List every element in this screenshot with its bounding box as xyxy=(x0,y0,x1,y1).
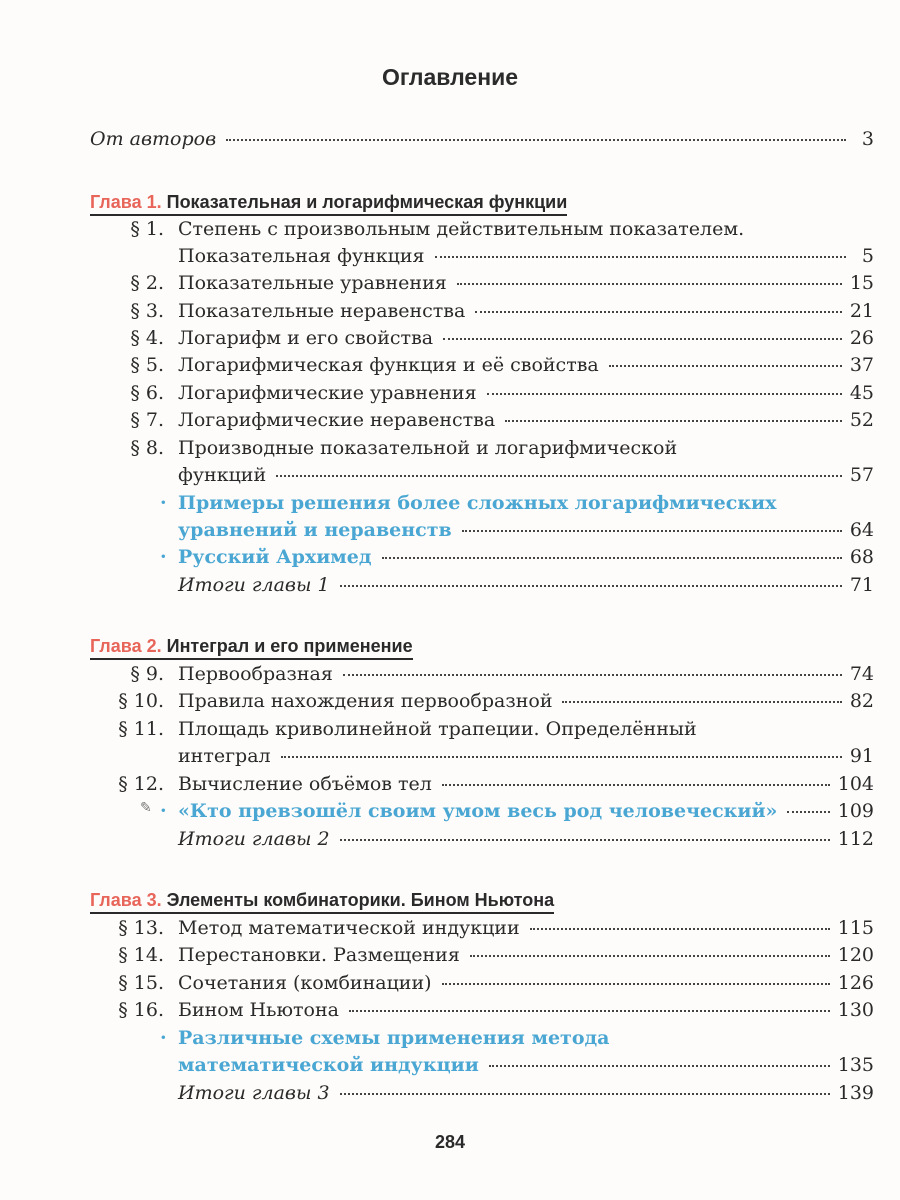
dot-leader xyxy=(276,474,842,477)
section-number: § 13. xyxy=(118,917,164,939)
toc-entry-s13[interactable] xyxy=(178,915,874,941)
entry-page: 26 xyxy=(849,327,874,349)
section-number: § 16. xyxy=(118,999,164,1021)
entry-page: 21 xyxy=(849,300,874,322)
dot-leader xyxy=(442,982,830,985)
entry-page: 15 xyxy=(849,272,874,294)
entry-page: 104 xyxy=(837,773,874,795)
toc-entry-s15[interactable] xyxy=(178,970,874,996)
entry-text: Логарифмические уравнения xyxy=(178,382,477,404)
toc-entry-s1[interactable] xyxy=(178,243,874,269)
toc-entry-s8[interactable] xyxy=(178,462,874,488)
section-number: § 12. xyxy=(118,773,164,795)
section-number: § 9. xyxy=(130,663,164,685)
entry-text: Вычисление объёмов тел xyxy=(178,773,432,795)
toc-entry-s12[interactable] xyxy=(178,771,874,797)
toc-entry-x4[interactable] xyxy=(178,1052,874,1078)
section-number: § 5. xyxy=(130,354,164,376)
entry-text: Первообразная xyxy=(178,663,333,685)
entry-page: 115 xyxy=(837,917,874,939)
entry-text: «Кто превзошёл своим умом весь род человеческий» xyxy=(178,800,778,822)
dot-leader xyxy=(226,138,846,141)
bullet-icon: · xyxy=(160,1027,167,1049)
toc-entry-s5[interactable] xyxy=(178,352,874,378)
chapter-label: Глава 2. xyxy=(90,636,162,656)
toc-entry-s2[interactable] xyxy=(178,270,874,296)
dot-leader xyxy=(442,783,830,786)
entry-page: 91 xyxy=(849,745,874,767)
entry-text: Показательные неравенства xyxy=(178,300,466,322)
section-number: § 6. xyxy=(130,382,164,404)
dot-leader xyxy=(281,755,842,758)
toc-entry-x1-line1[interactable]: Примеры решения более сложных логарифмических xyxy=(178,492,777,514)
toc-entry-summary-3[interactable] xyxy=(178,1080,874,1106)
dot-leader xyxy=(609,364,842,367)
entry-text: интеграл xyxy=(178,745,271,767)
entry-page: 45 xyxy=(849,382,874,404)
dot-leader xyxy=(435,255,846,258)
entry-page: 120 xyxy=(837,944,874,966)
toc-entry-s10[interactable] xyxy=(178,688,874,714)
section-number: § 14. xyxy=(118,944,164,966)
entry-text: Логарифмическая функция и её свойства xyxy=(178,354,599,376)
toc-entry-s9[interactable] xyxy=(178,661,874,687)
entry-text: Сочетания (комбинации) xyxy=(178,972,432,994)
entry-text: Итоги главы 1 xyxy=(178,574,330,596)
bullet-icon: · xyxy=(160,492,167,514)
entry-page: 135 xyxy=(837,1054,874,1076)
chapter-name: Элементы комбинаторики. Бином Ньютона xyxy=(166,890,555,910)
entry-page: 57 xyxy=(849,464,874,486)
section-number: § 11. xyxy=(118,718,164,740)
entry-text: Перестановки. Размещения xyxy=(178,944,460,966)
section-number: § 10. xyxy=(118,690,164,712)
section-number: § 1. xyxy=(130,218,164,240)
entry-text: Показательные уравнения xyxy=(178,272,447,294)
toc-entry-s11[interactable] xyxy=(178,743,874,769)
dot-leader xyxy=(489,1064,830,1067)
entry-page: 82 xyxy=(849,690,874,712)
bullet-icon: · xyxy=(160,546,167,568)
dot-leader xyxy=(487,392,842,395)
entry-page: 71 xyxy=(849,574,874,596)
entry-text: Итоги главы 2 xyxy=(178,828,330,850)
dot-leader xyxy=(443,337,842,340)
dot-leader xyxy=(340,584,842,587)
toc-entry-s14[interactable] xyxy=(178,942,874,968)
toc-entry-summary-1[interactable] xyxy=(178,572,874,598)
toc-entry-x4-line1[interactable]: Различные схемы применения метода xyxy=(178,1027,610,1049)
entry-text: математической индукции xyxy=(178,1054,479,1076)
entry-text: Русский Архимед xyxy=(178,546,372,568)
entry-text: Метод математической индукции xyxy=(178,917,520,939)
toc-entry-s1-line1[interactable]: Степень с произвольным действительным показателем. xyxy=(178,218,745,240)
entry-text: Показательная функция xyxy=(178,245,425,267)
dot-leader xyxy=(462,529,842,532)
dot-leader xyxy=(349,1009,830,1012)
page-title: Оглавление xyxy=(381,64,519,90)
entry-page: 112 xyxy=(837,828,874,850)
toc-entry-s3[interactable] xyxy=(178,298,874,324)
entry-text: Логарифм и его свойства xyxy=(178,327,434,349)
chapter-name: Показательная и логарифмическая функции xyxy=(166,192,568,212)
dot-leader xyxy=(505,419,842,422)
entry-text: Итоги главы 3 xyxy=(178,1082,330,1104)
entry-text: Правила нахождения первообразной xyxy=(178,690,553,712)
dot-leader xyxy=(457,282,842,285)
section-number: § 7. xyxy=(130,409,164,431)
chapter-label: Глава 1. xyxy=(90,192,162,212)
entry-page: 5 xyxy=(861,245,874,267)
toc-entry-preface[interactable] xyxy=(90,126,874,152)
entry-page: 3 xyxy=(861,128,874,150)
entry-page: 64 xyxy=(849,519,874,541)
entry-page: 126 xyxy=(837,972,874,994)
chapter-name: Интеграл и его применение xyxy=(166,636,413,656)
dot-leader xyxy=(530,927,830,930)
section-number: § 2. xyxy=(130,272,164,294)
dot-leader xyxy=(470,954,830,957)
entry-text: функций xyxy=(178,464,267,486)
chapter-2-heading[interactable] xyxy=(90,634,413,660)
toc-entry-s4[interactable] xyxy=(178,325,874,351)
entry-text: От авторов xyxy=(90,128,217,150)
toc-entry-x1[interactable] xyxy=(178,517,874,543)
toc-entry-s7[interactable] xyxy=(178,407,874,433)
section-number: § 8. xyxy=(130,437,164,459)
entry-page: 139 xyxy=(837,1082,874,1104)
dot-leader xyxy=(343,673,842,676)
entry-page: 37 xyxy=(849,354,874,376)
toc-entry-s16[interactable] xyxy=(178,997,874,1023)
entry-page: 68 xyxy=(849,546,874,568)
dot-leader xyxy=(340,838,830,841)
chapter-label: Глава 3. xyxy=(90,890,162,910)
dot-leader xyxy=(562,700,841,703)
entry-page: 109 xyxy=(837,800,874,822)
entry-page: 52 xyxy=(849,409,874,431)
entry-text: Бином Ньютона xyxy=(178,999,339,1021)
section-number: § 3. xyxy=(130,300,164,322)
pencil-mark-icon: ✎ xyxy=(140,800,152,816)
entry-page: 74 xyxy=(849,663,874,685)
entry-text: уравнений и неравенств xyxy=(178,519,452,541)
section-number: § 15. xyxy=(118,972,164,994)
toc-entry-s8-line1[interactable]: Производные показательной и логарифмической xyxy=(178,437,678,459)
toc-entry-s6[interactable] xyxy=(178,380,874,406)
page-number: 284 xyxy=(434,1132,466,1152)
chapter-1-heading[interactable] xyxy=(90,190,567,216)
entry-page: 130 xyxy=(837,999,874,1021)
section-number: § 4. xyxy=(130,327,164,349)
chapter-3-heading[interactable] xyxy=(90,888,554,914)
toc-entry-summary-2[interactable] xyxy=(178,826,874,852)
entry-text: Логарифмические неравенства xyxy=(178,409,496,431)
bullet-icon: · xyxy=(160,800,167,822)
dot-leader xyxy=(475,310,841,313)
toc-entry-s11-line1[interactable]: Площадь криволинейной трапеции. Определённый xyxy=(178,718,697,740)
toc-entry-x3[interactable] xyxy=(178,798,874,824)
toc-entry-x2[interactable] xyxy=(178,544,874,570)
dot-leader xyxy=(787,810,829,813)
dot-leader xyxy=(382,556,842,559)
dot-leader xyxy=(340,1092,830,1095)
